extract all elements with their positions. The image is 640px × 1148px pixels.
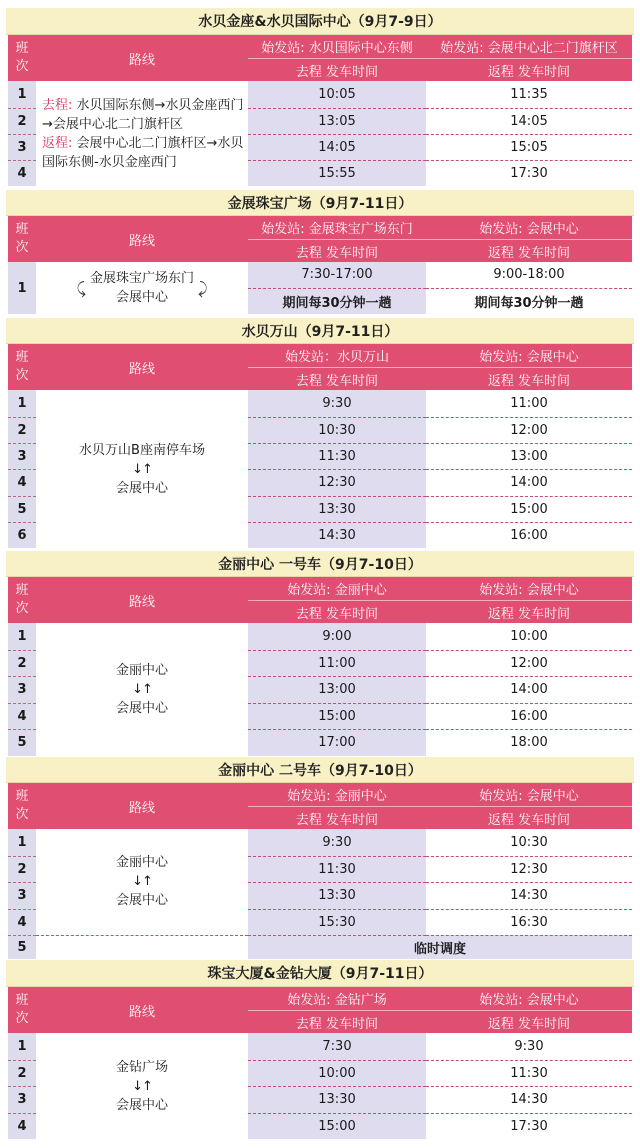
trip-number: 4: [8, 469, 36, 496]
header-route: 路线: [36, 577, 248, 623]
return-time: 16:30: [426, 909, 632, 935]
return-time: 18:00: [426, 729, 632, 756]
header-outbound-time: 去程 发车时间: [248, 368, 426, 391]
trip-number: 4: [8, 1113, 36, 1139]
route-description: [36, 829, 248, 935]
route-origin: 金丽中心: [115, 855, 168, 871]
header-outbound-time: 去程 发车时间: [248, 59, 426, 82]
route-description: [36, 81, 248, 186]
trip-number: 1: [8, 829, 36, 856]
header-number: 班 次: [8, 344, 36, 390]
header-outbound-time: 去程 发车时间: [248, 1011, 426, 1034]
trip-number: 3: [8, 882, 36, 909]
outbound-time: 9:30: [248, 390, 426, 417]
route-origin: 金丽中心: [115, 663, 168, 678]
outbound-time: 12:30: [248, 469, 426, 496]
outbound-time: 13:30: [248, 1086, 426, 1113]
trip-number: 5: [8, 729, 36, 756]
header-route: 路线: [36, 344, 248, 390]
header-outbound-station: 始发站: 金丽中心: [248, 577, 426, 601]
header-return-time: 返程 发车时间: [426, 59, 632, 82]
header-outbound-time: 去程 发车时间: [248, 601, 426, 624]
return-time: 10:30: [426, 829, 632, 856]
header-number: 班 次: [8, 987, 36, 1033]
header-return-station: 始发站: 会展中心: [426, 783, 632, 807]
outbound-time: 10:30: [248, 417, 426, 443]
header-return-time: 返程 发车时间: [426, 240, 632, 263]
outbound-time: 13:00: [248, 676, 426, 703]
route-origin: 金展珠宝广场东门: [89, 271, 194, 286]
outbound-time: 7:30: [248, 1033, 426, 1060]
return-time: 11:30: [426, 1060, 632, 1086]
trip-number: 1: [8, 81, 36, 108]
return-frequency-note: 期间每30分钟一趟: [426, 288, 632, 314]
return-time: 12:00: [426, 650, 632, 676]
trip-number: 1: [8, 262, 36, 314]
outbound-frequency-note: 期间每30分钟一趟: [248, 288, 426, 314]
section-title: 水贝万山（9月7-11日）: [6, 318, 634, 344]
header-return-station: 始发站: 会展中心: [426, 344, 632, 368]
section-title: 金丽中心 二号车（9月7-10日）: [6, 757, 634, 783]
header-outbound-time: 去程 发车时间: [248, 240, 426, 263]
return-time: 13:00: [426, 443, 632, 469]
section-title: 水贝金座&水贝国际中心（9月7-9日）: [6, 8, 634, 35]
outbound-time: 11:30: [248, 443, 426, 469]
return-route-text: 会展中心北二门旗杆区→水贝国际东侧-水贝金座西门: [42, 135, 244, 170]
return-time: 9:00-18:00: [426, 262, 632, 288]
header-number: 班 次: [8, 216, 36, 262]
loop-left-arrow-icon: ⤹: [76, 278, 86, 298]
route-origin: 水贝万山B座南停车场: [79, 442, 205, 458]
header-outbound-station: 始发站：水贝万山: [248, 344, 426, 368]
outbound-time: 17:00: [248, 729, 426, 756]
header-return-time: 返程 发车时间: [426, 1011, 632, 1034]
outbound-time: 14:05: [248, 134, 426, 160]
trip-number: 2: [8, 650, 36, 676]
schedule-table: [8, 216, 632, 314]
header-return-time: 返程 发车时间: [426, 601, 632, 624]
header-return-time: 返程 发车时间: [426, 807, 632, 830]
route-description: [36, 390, 248, 548]
outbound-time: 15:00: [248, 703, 426, 729]
bidirectional-arrow-icon: ↓↑: [132, 874, 152, 890]
outbound-time: 7:30-17:00: [248, 262, 426, 288]
trip-number: 5: [8, 496, 36, 522]
loop-right-arrow-icon: ⤸: [198, 278, 208, 298]
return-time: 10:00: [426, 623, 632, 650]
route-destination: 会展中心: [115, 290, 168, 305]
bidirectional-arrow-icon: ↓↑: [132, 1078, 152, 1094]
header-route: 路线: [36, 783, 248, 829]
return-time: 15:00: [426, 496, 632, 522]
outbound-time: 14:30: [248, 522, 426, 548]
header-route: 路线: [36, 987, 248, 1033]
section-title: 珠宝大厦&金钻大厦（9月7-11日）: [6, 960, 634, 987]
schedule-table: [8, 987, 632, 1139]
bidirectional-arrow-icon: ↓↑: [132, 461, 152, 477]
trip-number: 1: [8, 390, 36, 417]
trip-number: 4: [8, 703, 36, 729]
outbound-time: 11:00: [248, 650, 426, 676]
trip-number: 2: [8, 417, 36, 443]
return-time: 14:05: [426, 108, 632, 134]
schedule-table: [8, 35, 632, 186]
route-destination: 会展中心: [115, 893, 168, 909]
outbound-time: 11:30: [248, 856, 426, 882]
header-outbound-station: 始发站: 水贝国际中心东侧: [248, 35, 426, 59]
trip-number: 6: [8, 522, 36, 548]
outbound-label: 去程:: [42, 97, 73, 113]
header-number: 班 次: [8, 577, 36, 623]
trip-number: 3: [8, 1086, 36, 1113]
trip-number: 5: [8, 935, 36, 959]
outbound-time: 13:30: [248, 496, 426, 522]
schedule-table: [8, 577, 632, 756]
trip-number: 2: [8, 856, 36, 882]
header-return-time: 返程 发车时间: [426, 368, 632, 391]
outbound-time: 9:30: [248, 829, 426, 856]
outbound-route-text: 水贝国际东侧→水贝金座西门→会展中心北二门旗杆区: [42, 97, 244, 132]
bidirectional-arrow-icon: ↓↑: [132, 682, 152, 697]
return-time: 14:00: [426, 676, 632, 703]
trip-number: 2: [8, 108, 36, 134]
route-loop: [36, 262, 248, 314]
trip-number: 4: [8, 909, 36, 935]
outbound-time: 10:00: [248, 1060, 426, 1086]
header-route: 路线: [36, 216, 248, 262]
route-destination: 会展中心: [115, 1097, 168, 1113]
route-origin: 金钻广场: [115, 1059, 168, 1075]
return-time: 16:00: [426, 703, 632, 729]
outbound-time: 13:05: [248, 108, 426, 134]
return-time: 16:00: [426, 522, 632, 548]
return-time: 11:35: [426, 81, 632, 108]
header-route: 路线: [36, 35, 248, 81]
outbound-time: 10:05: [248, 81, 426, 108]
header-return-station: 始发站: 会展中心: [426, 216, 632, 240]
trip-number: 1: [8, 1033, 36, 1060]
outbound-time: 15:00: [248, 1113, 426, 1139]
return-time: 17:30: [426, 1113, 632, 1139]
section-title: 金丽中心 一号车（9月7-10日）: [6, 551, 634, 577]
trip-number: 4: [8, 160, 36, 186]
return-label: 返程:: [42, 135, 73, 151]
header-outbound-time: 去程 发车时间: [248, 807, 426, 830]
return-time: 17:30: [426, 160, 632, 186]
return-time: 14:00: [426, 469, 632, 496]
return-time: 14:30: [426, 882, 632, 909]
return-time: 14:30: [426, 1086, 632, 1113]
schedule-table: [8, 783, 632, 959]
trip-number: 3: [8, 134, 36, 160]
schedule-table: [8, 344, 632, 548]
outbound-time: 13:30: [248, 882, 426, 909]
trip-number: 1: [8, 623, 36, 650]
return-time: 11:00: [426, 390, 632, 417]
trip-number: 2: [8, 1060, 36, 1086]
trip-number: 3: [8, 443, 36, 469]
route-destination: 会展中心: [115, 480, 168, 496]
trip-number: 3: [8, 676, 36, 703]
outbound-time: 15:55: [248, 160, 426, 186]
return-time: 12:30: [426, 856, 632, 882]
header-return-station: 始发站: 会展中心: [426, 577, 632, 601]
route-destination: 会展中心: [115, 701, 168, 716]
header-number: 班 次: [8, 35, 36, 81]
section-title: 金展珠宝广场（9月7-11日）: [6, 190, 634, 216]
header-return-station: 始发站: 会展中心北二门旗杆区: [426, 35, 632, 59]
outbound-time: 9:00: [248, 623, 426, 650]
outbound-time: 15:30: [248, 909, 426, 935]
return-time: 9:30: [426, 1033, 632, 1060]
header-outbound-station: 始发站: 金展珠宝广场东门: [248, 216, 426, 240]
header-outbound-station: 始发站: 金丽中心: [248, 783, 426, 807]
return-time: 15:05: [426, 134, 632, 160]
route-description: [36, 623, 248, 756]
route-empty-cell: [36, 935, 248, 959]
route-description: [36, 1033, 248, 1139]
header-outbound-station: 始发站: 金钻广场: [248, 987, 426, 1011]
temporary-dispatch-note: 临时调度: [248, 935, 632, 959]
return-time: 12:00: [426, 417, 632, 443]
header-number: 班 次: [8, 783, 36, 829]
header-return-station: 始发站: 会展中心: [426, 987, 632, 1011]
